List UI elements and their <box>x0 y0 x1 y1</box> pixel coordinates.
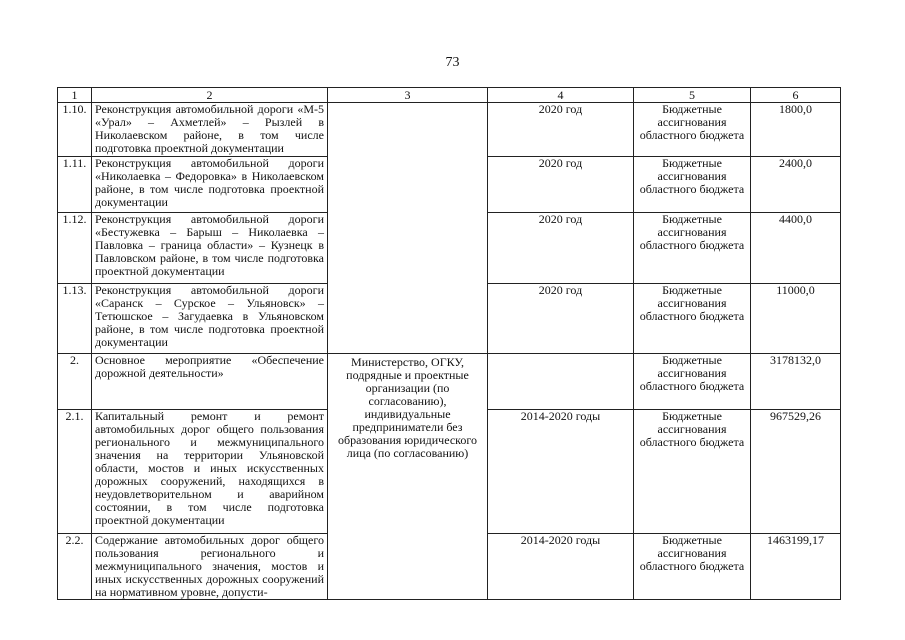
period: 2020 год <box>488 157 634 213</box>
activity-name: Реконструкция автомобильной дороги «Николаевка – Федоровка» в Николаевском районе, в том числе подготовка проектной документации <box>92 157 328 213</box>
executor: Министерство, ОГКУ, подрядные и проектные организации (по согласованию), индивидуальные предприниматели без образования юридического лица (по согласованию) <box>328 354 488 600</box>
amount: 1463199,17 <box>751 534 841 600</box>
column-header: 6 <box>751 88 841 103</box>
table-row <box>58 354 841 410</box>
activity-name: Реконструкция автомобильной дороги «Саранск – Сурское – Ульяновск» – Тетюшское – Загудаевка в Ульяновском районе, в том числе подготовка проектной документации <box>92 284 328 354</box>
activity-name: Реконструкция автомобильной дороги «Бестужевка – Барыш – Николаевка – Павловка – граница области» – Кузнецк в Павловском районе, в том числе подготовка проектной документации <box>92 213 328 284</box>
column-number-row <box>58 88 841 103</box>
row-number: 2.1. <box>58 410 92 534</box>
activity-name: Капитальный ремонт и ремонт автомобильных дорог общего пользования регионального и межмуниципального значения на территории Ульяновской области, мостов и иных искусственных дорожных сооружений, находящихся в неудовлетворительном и аварийном состоянии, в том числе подготовка проектной документации <box>92 410 328 534</box>
amount: 967529,26 <box>751 410 841 534</box>
column-header: 2 <box>92 88 328 103</box>
column-header: 1 <box>58 88 92 103</box>
activity-name: Содержание автомобильных дорог общего пользования регионального и межмуниципального значения, мостов и иных искусственных дорожных сооружений на нормативном уровне, допусти- <box>92 534 328 600</box>
funding-source: Бюджетные ассигнования областного бюджета <box>634 157 751 213</box>
period: 2020 год <box>488 103 634 157</box>
executor-cell-empty <box>328 103 488 354</box>
funding-source: Бюджетные ассигнования областного бюджета <box>634 354 751 410</box>
column-header: 3 <box>328 88 488 103</box>
row-number: 2.2. <box>58 534 92 600</box>
period: 2020 год <box>488 284 634 354</box>
row-number: 1.11. <box>58 157 92 213</box>
row-number: 1.12. <box>58 213 92 284</box>
funding-source: Бюджетные ассигнования областного бюджета <box>634 103 751 157</box>
amount: 2400,0 <box>751 157 841 213</box>
amount: 4400,0 <box>751 213 841 284</box>
activity-name: Реконструкция автомобильной дороги «М-5 «Урал» – Ахметлей» – Рызлей в Николаевском районе, в том числе подготовка проектной документации <box>92 103 328 157</box>
page-number: 73 <box>445 55 460 70</box>
period: 2020 год <box>488 213 634 284</box>
period: 2014-2020 годы <box>488 410 634 534</box>
period <box>488 354 634 410</box>
amount: 3178132,0 <box>751 354 841 410</box>
column-header: 4 <box>488 88 634 103</box>
funding-source: Бюджетные ассигнования областного бюджета <box>634 410 751 534</box>
amount: 1800,0 <box>751 103 841 157</box>
period: 2014-2020 годы <box>488 534 634 600</box>
funding-source: Бюджетные ассигнования областного бюджета <box>634 213 751 284</box>
budget-table <box>57 87 841 600</box>
row-number: 1.10. <box>58 103 92 157</box>
funding-source: Бюджетные ассигнования областного бюджета <box>634 534 751 600</box>
activity-name: Основное мероприятие «Обеспечение дорожной деятельности» <box>92 354 328 410</box>
row-number: 1.13. <box>58 284 92 354</box>
table-row <box>58 103 841 157</box>
amount: 11000,0 <box>751 284 841 354</box>
column-header: 5 <box>634 88 751 103</box>
funding-source: Бюджетные ассигнования областного бюджета <box>634 284 751 354</box>
row-number: 2. <box>58 354 92 410</box>
